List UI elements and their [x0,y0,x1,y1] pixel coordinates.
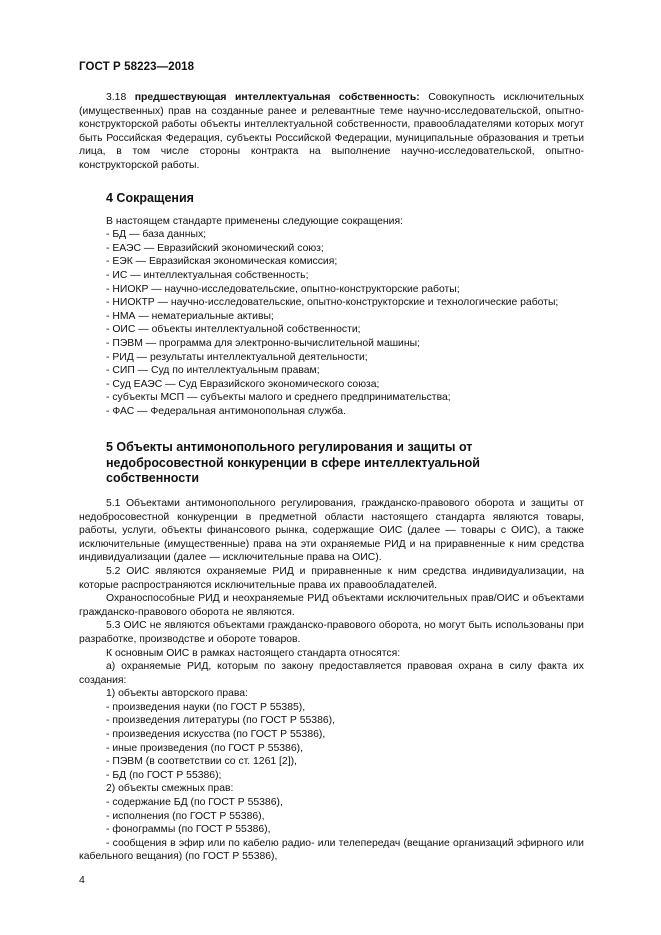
list-item: - ФАС — Федеральная антимонопольная служба. [106,405,346,417]
list-item: - произведения литературы (по ГОСТ Р 55386), [106,715,335,727]
list-item: - ЕАЭС — Евразийский экономический союз; [106,242,324,254]
list-item: - НИОКР — научно-исследовательские, опытно-конструкторские работы; [106,283,460,295]
list-item: - иные произведения (по ГОСТ Р 55386), [106,742,303,754]
section-5-heading: 5 Объекты антимонопольного регулирования и защиты от недобросовестной конкуренции в сфере интеллектуальной собственности [106,440,480,486]
list-item: - РИД — результаты интеллектуальной деятельности; [106,351,368,363]
list-item: - БД — база данных; [106,229,207,241]
clause-5-2-note: Охраноспособные РИД и неохраняемые РИД объектами исключительных прав/ОИС и объектами гражданско-правового оборота не являются. [79,593,584,618]
list-item: - ИС — интеллектуальная собственность; [106,269,309,281]
list-item: - субъекты МСП — субъекты малого и среднего предпринимательства; [106,392,451,404]
abbreviations-intro: В настоящем стандарте применены следующие сокращения: [106,215,403,227]
list-item: - НИОКТР — научно-исследовательские, опытно-конструкторские и технологические работы; [106,297,559,309]
clause-number: 3.18 [106,92,127,103]
list-item: - ПЭВМ — программа для электронно-вычислительной машины; [106,337,420,349]
list-item: - ПЭВМ (в соответствии со ст. 1261 [2]), [106,756,297,768]
list-item: - сообщения в эфир или по кабелю радио- или телепередач (вещание организаций эфирного или кабельного вещания) (по ГОСТ Р 55386), [79,837,584,863]
clause-5-3: 5.3 ОИС не являются объектами гражданско-правового оборота, но могут быть использованы при разработке, производстве и обороте товаров. [79,620,584,645]
term-definition: Совокупность исключительных (имущественных) прав на созданные ранее и релевантные теме научно-исследовательской, опытно-конструкторской работы объекты интеллектуальной собственности, правообладателями которых могут быть Российская Федерация, субъекты Российской Федерации, муниципальные образования и третьи лица, в том числе стороны контракта на выполнение научно-исследовательской, опытно-конструкторской работы. [79,92,585,171]
list-item: - Суд ЕАЭС — Суд Евразийского экономического союза; [106,378,380,390]
term: предшествующая интеллектуальная собственность: [134,92,420,103]
list-item: - НМА — нематериальные активы; [106,310,274,322]
basic-ois-intro: К основным ОИС в рамках настоящего стандарта относятся: [106,647,401,659]
list-item: - СИП — Суд по интеллектуальным правам; [106,365,320,377]
clause-5-1: 5.1 Объектами антимонопольного регулирования, гражданско-правового оборота и защиты от недобросовестной конкуренции в предметной области настоящего стандарта являются товары, работы, услуги, объекты финансового рынка, содержащие ОИС (далее — товары с ОИС), а также исключительные (имущественные) права на эти охраняемые РИД и на приравненные к ним средства индивидуализации (далее — исключительные права на ОИС). [79,497,584,564]
item-1: 1) объекты авторского права: [106,688,248,700]
section-4-heading: 4 Сокращения [106,190,194,205]
list-item: - произведения науки (по ГОСТ Р 55385), [106,701,306,713]
list-item: - исполнения (по ГОСТ Р 55386), [106,810,265,822]
document-body [79,91,584,864]
page-number: 4 [79,874,85,886]
item-2: 2) объекты смежных прав: [106,783,234,795]
list-item: - содержание БД (по ГОСТ Р 55386), [106,797,283,809]
list-item: - БД (по ГОСТ Р 55386); [106,769,222,781]
clause-3-18 [79,91,584,173]
item-a: а) охраняемые РИД, которым по закону предоставляется правовая охрана в силу факта их создания: [79,661,584,686]
list-item: - фонограммы (по ГОСТ Р 55386), [106,824,271,836]
list-item: - ЕЭК — Евразийская экономическая комиссия; [106,256,338,268]
abbreviations-list [79,228,584,418]
list-item: - произведения искусства (по ГОСТ Р 55386), [106,729,326,741]
page-header: ГОСТ Р 58223—2018 [79,61,195,73]
list-item: - ОИС — объекты интеллектуальной собственности; [106,324,361,336]
clause-5-2: 5.2 ОИС являются охраняемые РИД и приравненные к ним средства индивидуализации, на которые распространяются исключительные права их правообладателей. [79,565,584,591]
